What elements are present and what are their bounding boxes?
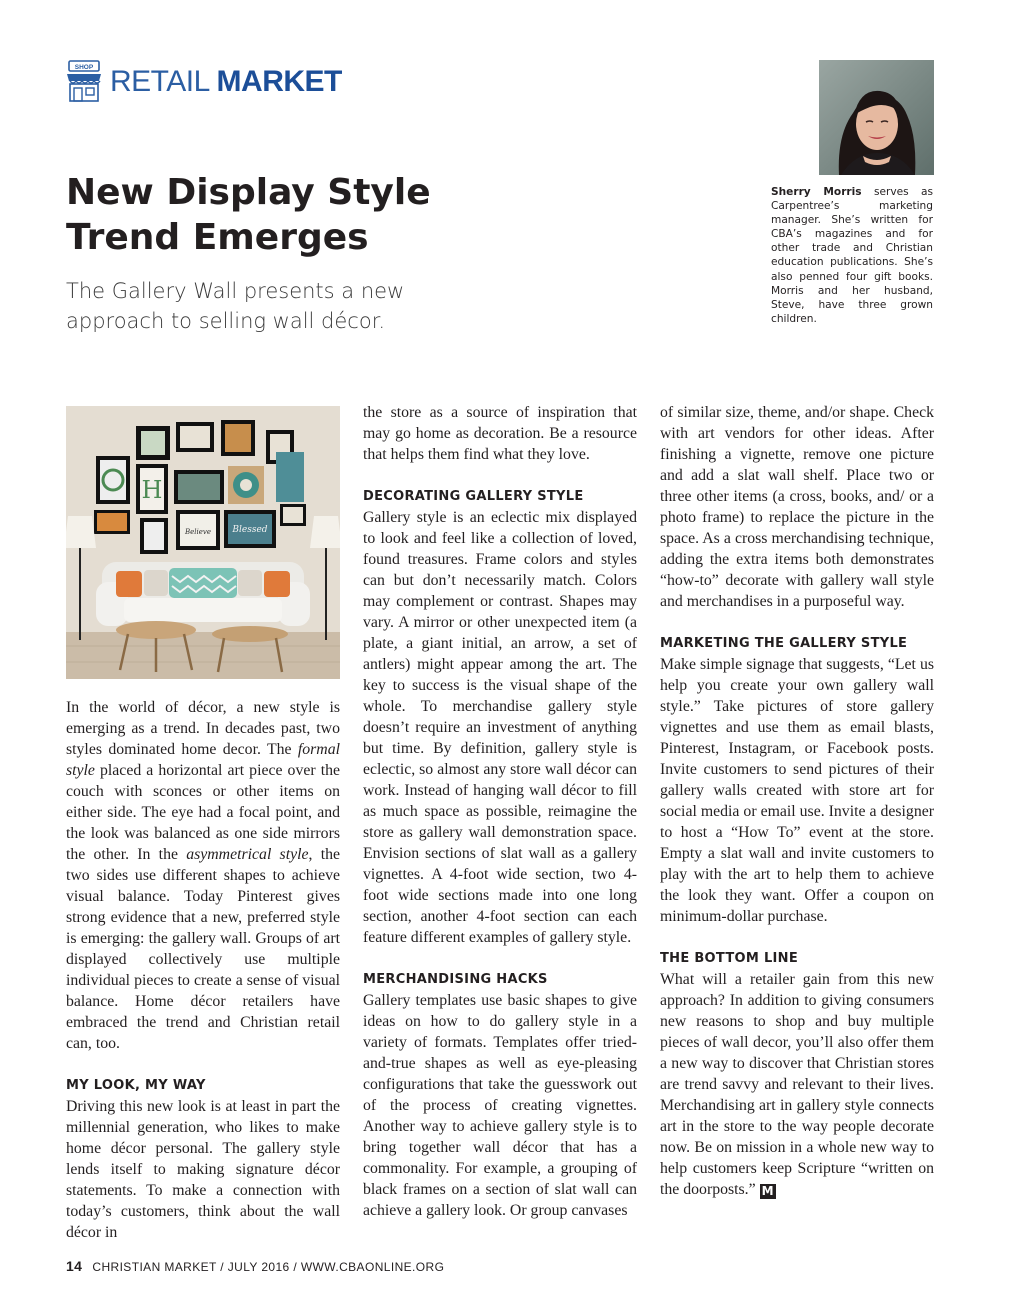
- title-line2: Trend Emerges: [66, 217, 369, 258]
- section-label-word1: RETAIL: [110, 65, 209, 98]
- body-column-2: [363, 402, 637, 1221]
- title-line1: New Display Style: [66, 172, 431, 213]
- paragraph-similar-size: of similar size, theme, and/or shape. Check with art vendors for other ideas. After finishing a vignette, remove one picture and add a slat wall shelf. Place two or three other items (a cross, books, and/ or a photo frame) to replace the picture in the space. As a cross merchandising technique, adding the extra items both demonstrates “how-to” decorate with gallery wall style and merchandises in a purposeful way.: [660, 404, 934, 610]
- heading-bottom-line: THE BOTTOM LINE: [660, 951, 799, 966]
- intro-paragraph: In the world of décor, a new style is emerging as a trend. In decades past, two styles dominated home decor. The formal style placed a horizontal art piece over the couch with sconces or other items on either side. The eye had a focal point, and the look was balanced as one side mirrors the other. In the asymmetrical style, the two sides use different shapes to achieve visual balance. Today Pinterest gives strong evidence that a new, preferred style is emerging: the gallery wall. Groups of art displayed collectively use multiple individual pieces to create a sense of visual balance. Home décor retailers have embraced the trend and Christian retail can, too.: [66, 699, 340, 1052]
- body-column-3: [660, 402, 934, 1200]
- svg-text:Blessed: Blessed: [232, 525, 268, 535]
- svg-text:SHOP: SHOP: [74, 64, 94, 71]
- gallery-wall-photo: [66, 406, 340, 679]
- shop-storefront-icon: [66, 60, 102, 102]
- paragraph-decorating: Gallery style is an eclectic mix displayed to look and feel like a collection of loved, found treasures. Frame colors and styles can but don’t necessarily match. Colors may complement or contrast. Shapes may vary. A mirror or other unexpected item (a plate, a giant initial, an arrow, a set of antlers) might appear among the art. The key to success is the visual shape of the whole. To merchandise gallery style doesn’t require an investment of anything but time. By definition, gallery style is eclectic, so almost any store wall décor can work. Instead of hanging wall décor to fill as much space as possible, reimagine the store as gallery wall demonstration space. Envision sections of slat wall as a gallery vignettes. A 4-foot wide section, two 4-foot wide sections made into one long section, another 4-foot section can each feature different examples of gallery style.: [363, 509, 637, 946]
- heading-my-look: MY LOOK, MY WAY: [66, 1078, 206, 1093]
- paragraph-millennial: Driving this new look is at least in part the millennial generation, who likes to make home décor personal. The gallery style lends itself to making signature décor statements. To make a connection with today’s customers, think about the wall décor in: [66, 1098, 340, 1241]
- heading-merchandising-hacks: MERCHANDISING HACKS: [363, 972, 548, 987]
- svg-text:Believe: Believe: [184, 528, 212, 536]
- page-footer: [66, 1258, 444, 1274]
- author-photo: [819, 60, 934, 175]
- heading-decorating-gallery-style: DECORATING GALLERY STYLE: [363, 489, 584, 504]
- article-deck: [66, 276, 486, 336]
- section-label-word2: MARKET: [216, 65, 342, 98]
- paragraph-signage: Make simple signage that suggests, “Let us help you create your own gallery wall style.” Take pictures of store gallery vignettes and use them as email blasts, Pinterest, Instagram, or Facebook posts. Invite customers to send pictures of their gallery walls created with store art for social media or email use. Invite a designer to host a “How To” event at the store. Empty a slat wall and invite customers to play with the art to help them to achieve the look they want. Offer a coupon on minimum-dollar purchase.: [660, 656, 934, 925]
- page-number: 14: [66, 1258, 83, 1274]
- heading-marketing-gallery-style: MARKETING THE GALLERY STYLE: [660, 636, 908, 651]
- section-label: [110, 65, 342, 99]
- body-column-1: [66, 697, 340, 1243]
- term-asymmetrical-style: asymmetrical style: [186, 846, 309, 863]
- deck-line1: The Gallery Wall presents a new: [66, 279, 405, 303]
- sofa: [96, 562, 310, 626]
- author-bio: [771, 185, 933, 326]
- paragraph-templates: Gallery templates use basic shapes to give ideas on how to do gallery style in a variety of formats. Templates offer tried-and-true shapes as well as eye-pleasing configurations that take the guesswork out of the process of creating vignettes. Another way to achieve gallery style is to bring together wall décor that has a commonality. For example, a grouping of black frames on a section of slat wall can achieve a gallery look. Or group canvases: [363, 992, 637, 1219]
- author-bio-text: serves as Carpentree’s marketing manager. She’s written for CBA’s magazines and for other trade and Christian education publications. She’s also penned four gift books. Morris and her husband, Steve, have three grown children.: [771, 186, 933, 325]
- author-name: Sherry Morris: [771, 186, 862, 198]
- paragraph-store-inspiration: the store as a source of inspiration that may go home as decoration. Be a resource that helps them find what they love.: [363, 404, 637, 463]
- paragraph-bottom-line: What will a retailer gain from this new approach? In addition to giving consumers new reasons to shop and buy multiple pieces of wall decor, you’ll also offer them a new way to discover that Christian stores are trend savvy and relevant to their lives. Merchandising art in gallery style connects art in the store to the way people decorate now. Be on mission in a whole new way to help customers keep Scripture “written on the doorposts.” M: [660, 971, 934, 1198]
- article-title: [66, 170, 486, 260]
- svg-text:H: H: [141, 476, 163, 504]
- section-header: [66, 60, 386, 104]
- deck-line2: approach to selling wall décor.: [66, 309, 386, 333]
- term-formal-style: formal style: [66, 741, 340, 779]
- publication-info: CHRISTIAN MARKET / JULY 2016 / WWW.CBAONLINE.ORG: [92, 1260, 445, 1274]
- end-mark-icon: M: [760, 1184, 776, 1199]
